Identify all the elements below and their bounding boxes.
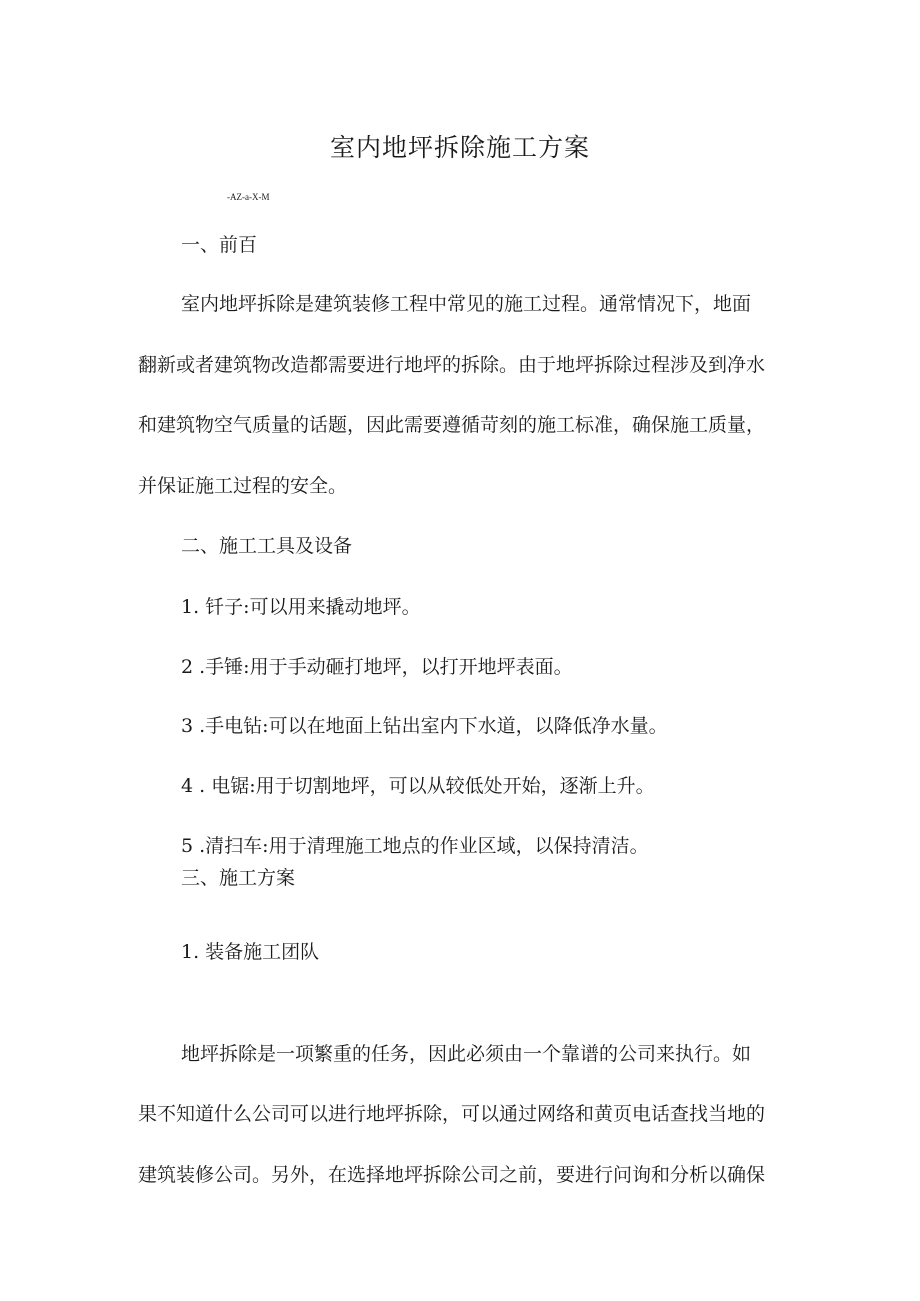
section-3-paragraph-line-1: 地坪拆除是一项繁重的任务，因此必须由一个靠谱的公司来执行。如 xyxy=(181,1043,752,1065)
section-1-paragraph-line-3: 和建筑物空气质量的话题，因此需要遵循苛刻的施工标准，确保施工质量， xyxy=(138,414,766,436)
tool-list-item-2: 2 .手锤:用于手动砸打地坪，以打开地坪表面。 xyxy=(181,656,573,678)
section-3-paragraph-line-3: 建筑装修公司。另外，在选择地坪拆除公司之前，要进行问询和分析以确保 xyxy=(138,1164,766,1186)
tool-list-item-1: 1. 钎子:可以用来撬动地坪。 xyxy=(181,596,421,618)
section-3-paragraph-line-2: 果不知道什么公司可以进行地坪拆除，可以通过网络和黄页电话查找当地的 xyxy=(138,1103,766,1125)
tool-list-item-3: 3 .手电钻:可以在地面上钻出室内下水道，以降低净水量。 xyxy=(181,715,668,737)
section-2-heading: 二、施工工具及设备 xyxy=(181,535,353,557)
section-1-paragraph-line-2: 翻新或者建筑物改造都需要进行地坪的拆除。由于地坪拆除过程涉及到净水 xyxy=(138,354,766,376)
section-1-heading: 一、前百 xyxy=(181,234,258,256)
tool-list-item-4: 4 . 电锯:用于切割地坪，可以从较低处开始，逐渐上升。 xyxy=(181,775,655,797)
section-3-subheading: 1. 装备施工团队 xyxy=(181,941,320,963)
document-title: 室内地坪拆除施工方案 xyxy=(329,133,590,162)
section-1-paragraph-line-4: 并保证施工过程的安全。 xyxy=(138,475,348,497)
tool-list-item-5: 5 .清扫车:用于清理施工地点的作业区域，以保持清洁。 xyxy=(181,835,649,857)
section-1-paragraph-line-1: 室内地坪拆除是建筑装修工程中常见的施工过程。通常情况下，地面 xyxy=(181,293,752,315)
section-3-heading: 三、施工方案 xyxy=(181,867,296,889)
document-subtitle: -AZ-a-X-M xyxy=(227,192,270,202)
